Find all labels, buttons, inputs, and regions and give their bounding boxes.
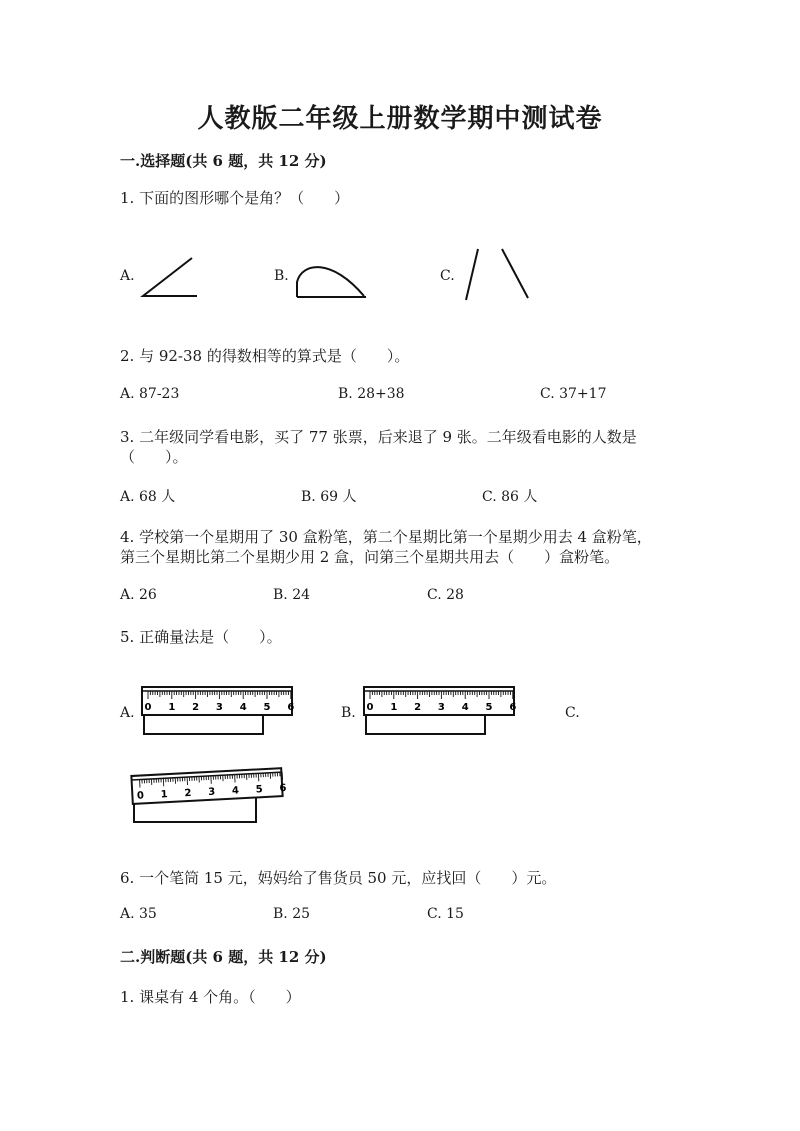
question-4-text-line1: 4. 学校第一个星期用了 30 盒粉笔，第二个星期比第一个星期少用去 4 盒粉笔， [120,528,652,546]
ruler-tick-label: 2 [192,702,200,713]
q4-option-b: B. 24 [273,587,311,603]
q6-option-c: C. 15 [427,906,464,922]
q4-option-c: C. 28 [427,587,464,603]
ruler-tick-label: 6 [509,702,517,713]
q1-option-b-label: B. [274,268,289,284]
question-6-text: 6. 一个笔筒 15 元，妈妈给了售货员 50 元，应找回（ ）元。 [120,869,557,887]
ruler-tick-label: 4 [461,702,469,713]
judgement-1-text: 1. 课桌有 4 个角。（ ） [120,988,301,1006]
ruler-tick-label: 3 [215,702,223,713]
q1-curve-figure [292,260,370,302]
ruler-tick-label: 3 [437,702,445,713]
ruler-tick-label: 1 [160,789,168,801]
question-4-text-line2: 第三个星期比第二个星期少用 2 盒，问第三个星期共用去（ ）盒粉笔。 [120,548,620,566]
q1-option-c-label: C. [440,268,455,284]
q3-option-a: A. 68 人 [120,489,176,505]
q6-option-a: A. 35 [120,906,157,922]
ruler-tick-label: 5 [255,784,264,796]
ruler-tick-label: 1 [390,702,398,713]
section-heading-choice: 一.选择题(共 6 题，共 12 分) [120,152,327,170]
q4-option-a: A. 26 [120,587,157,603]
question-1-text: 1. 下面的图形哪个是角？（ ） [120,189,350,207]
q1-angle-figure [140,255,200,300]
q2-option-b: B. 28+38 [338,386,405,402]
q5-option-b-label: B. [341,705,356,721]
ruler-tick-label: 4 [231,785,240,797]
page-title: 人教版二年级上册数学期中测试卷 [197,104,603,134]
ruler-tick-label: 5 [485,702,493,713]
q1-separated-lines-figure [460,246,532,304]
ruler-tick-label: 0 [136,790,145,802]
ruler-tick-label: 1 [168,702,176,713]
q3-option-c: C. 86 人 [482,489,538,505]
ruler-tick-label: 6 [287,702,295,713]
ruler-tick-label: 4 [239,702,247,713]
q6-option-b: B. 25 [273,906,311,922]
q1-option-a-label: A. [120,268,135,284]
section-heading-judgement: 二.判断题(共 6 题，共 12 分) [120,948,327,966]
question-5-text: 5. 正确量法是（ ）。 [120,628,282,646]
ruler-tick-label: 2 [184,787,192,800]
q5-ruler-b-figure [362,684,522,740]
q2-option-c: C. 37+17 [540,386,607,402]
q5-ruler-c-figure [128,764,298,828]
question-2-text: 2. 与 92-38 的得数相等的算式是（ ）。 [120,347,410,365]
ruler-tick-label: 0 [366,702,374,713]
ruler-tick-label: 6 [279,782,287,795]
q5-ruler-a-figure [140,684,300,740]
q5-option-c-label: C. [565,705,580,721]
ruler-tick-label: 0 [144,702,152,713]
q2-option-a: A. 87-23 [120,386,180,402]
q5-option-a-label: A. [120,705,135,721]
q3-option-b: B. 69 人 [301,489,357,505]
ruler-tick-label: 2 [414,702,422,713]
ruler-tick-label: 5 [263,702,271,713]
ruler-tick-label: 3 [207,786,216,798]
question-3-text-line2: （ ）。 [120,448,188,466]
question-3-text-line1: 3. 二年级同学看电影，买了 77 张票，后来退了 9 张。二年级看电影的人数是 [120,428,637,446]
